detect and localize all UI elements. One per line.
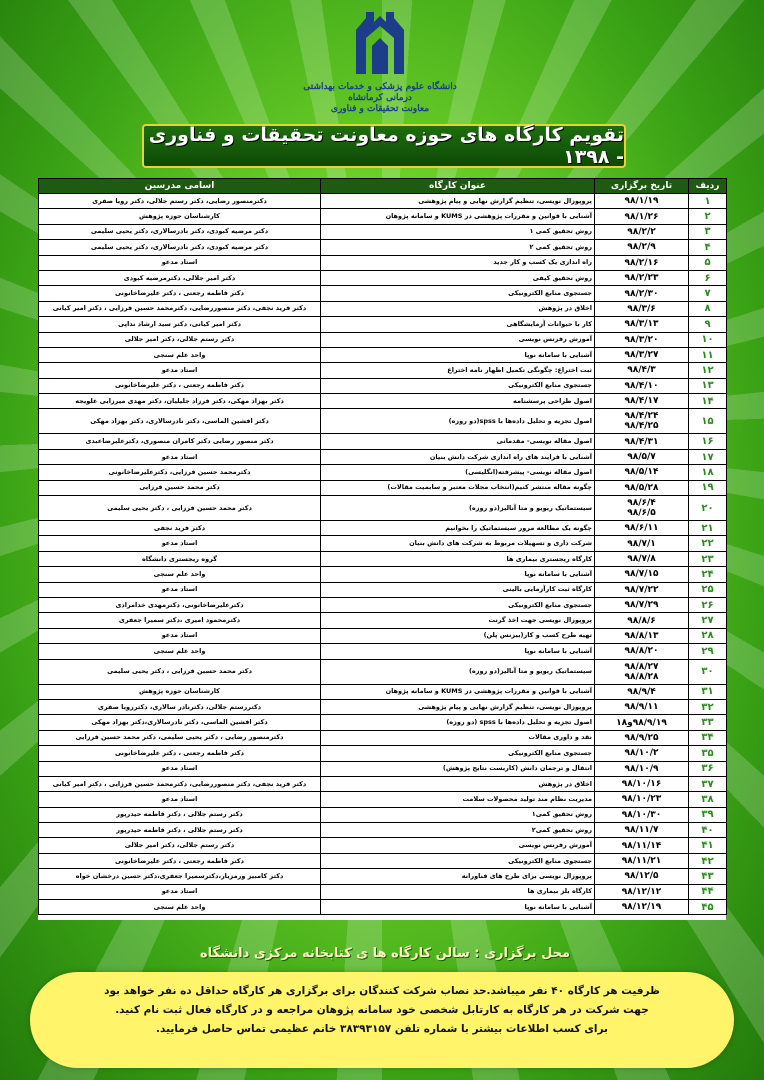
row-date-value: ۹۸/۶/۵ <box>627 508 656 519</box>
row-title: آشنایی با سامانه نوپا <box>321 644 595 659</box>
row-number: ۲ <box>689 209 727 224</box>
row-date <box>595 409 689 434</box>
row-date <box>595 255 689 270</box>
table-row <box>39 394 727 409</box>
university-name: دانشگاه علوم پزشکی و خدمات بهداشتی درمانی کرمانشاه معاونت تحقیقات و فناوری <box>303 82 457 114</box>
row-date-value: ۹۸/۸/۲۸ <box>624 671 659 682</box>
row-title: پروپوزال نویسی، تنظیم گزارش نهایی و پیام پژوهشی <box>321 699 595 714</box>
row-teachers: دکتررستم جلالی، دکترنادر سالاری، دکتررویا صفری <box>39 699 321 714</box>
row-number: ۳۰ <box>689 659 727 684</box>
row-date <box>595 521 689 536</box>
row-number: ۱۱ <box>689 347 727 362</box>
row-date <box>595 286 689 301</box>
row-teachers: استاد مدعو <box>39 536 321 551</box>
header-date: تاریخ برگزاری <box>595 179 689 194</box>
row-title: تهیه طرح کسب و کار(بیزنس پلن) <box>321 628 595 643</box>
row-number: ۲۰ <box>689 496 727 521</box>
row-number: ۳۲ <box>689 699 727 714</box>
row-title: آشنایی با سامانه نوپا <box>321 347 595 362</box>
row-number: ۱۰ <box>689 332 727 347</box>
row-teachers: دکتر افشین الماسی، دکتر نادرسالاری،دکتر بهزاد مهکی <box>39 715 321 730</box>
row-date <box>595 465 689 480</box>
row-date <box>595 480 689 495</box>
row-date <box>595 684 689 699</box>
row-date-value: ۹۸/۱۲/۵ <box>624 871 659 882</box>
row-date-value: ۹۸/۵/۱۴ <box>624 467 659 478</box>
row-date-value: ۹۸/۴/۲۴ <box>624 411 659 422</box>
table-row <box>39 746 727 761</box>
table-row <box>39 480 727 495</box>
row-date <box>595 209 689 224</box>
row-date <box>595 823 689 838</box>
row-number: ۳۷ <box>689 776 727 791</box>
row-number: ۱۴ <box>689 394 727 409</box>
row-date-value: ۹۸/۷/۱ <box>627 538 656 549</box>
row-number: ۳۳ <box>689 715 727 730</box>
row-date <box>595 496 689 521</box>
row-teachers: دکتر فرید نجفی <box>39 521 321 536</box>
table-row <box>39 884 727 899</box>
row-date <box>595 582 689 597</box>
row-date-value: ۹۸/۱/۱۹ <box>624 196 659 207</box>
table-row <box>39 644 727 659</box>
row-date <box>595 746 689 761</box>
row-number: ۲۲ <box>689 536 727 551</box>
row-number: ۲۸ <box>689 628 727 643</box>
row-teachers: استاد مدعو <box>39 449 321 464</box>
row-date-value: ۹۸/۹/۱۹و۱۸ <box>616 717 667 728</box>
row-title: آشنایی با فرایند های راه اندازی شرکت دانش بنیان <box>321 449 595 464</box>
row-title: کارگاه بلز بیماری ها <box>321 884 595 899</box>
row-date <box>595 730 689 745</box>
row-date <box>595 628 689 643</box>
table-row <box>39 209 727 224</box>
row-date <box>595 240 689 255</box>
row-date <box>595 807 689 822</box>
row-date-value: ۹۸/۵/۲۸ <box>624 482 659 493</box>
row-number: ۲۹ <box>689 644 727 659</box>
page-title-banner <box>142 124 626 168</box>
row-date-value: ۹۸/۱۲/۱۲ <box>621 886 662 897</box>
row-date-value: ۹۸/۹/۴ <box>627 686 656 697</box>
table-row <box>39 551 727 566</box>
row-date-value: ۹۸/۲/۳۰ <box>624 288 659 299</box>
row-teachers: دکتر فاطمه رجعتی ، دکتر علیرضاخانونی <box>39 853 321 868</box>
row-teachers: دکتر فاطمه رجعتی ، دکتر علیرضاخانونی <box>39 378 321 393</box>
row-teachers: دکتر مرضیه کبودی، دکتر نادرسالاری، دکتر یحیی سلیمی <box>39 240 321 255</box>
row-teachers: دکتر محمد حسین فرزایی <box>39 480 321 495</box>
row-date <box>595 363 689 378</box>
row-date <box>595 699 689 714</box>
row-teachers: استاد مدعو <box>39 792 321 807</box>
row-teachers: دکتر فرید نجفی، دکتر منصوررضایی، دکترمحمد حسین فرزایی ، دکتر امیر کیانی <box>39 776 321 791</box>
row-number: ۲۶ <box>689 597 727 612</box>
row-date-value: ۹۸/۷/۸ <box>627 554 656 564</box>
row-title: آشنایی با سامانه نوپا <box>321 900 595 915</box>
row-teachers: دکتر منصور رضایی دکتر کامران منصوری، دکترعلیرضاعبدی <box>39 434 321 449</box>
row-number: ۴۳ <box>689 869 727 884</box>
row-number: ۱۲ <box>689 363 727 378</box>
table-row <box>39 449 727 464</box>
row-teachers: استاد مدعو <box>39 363 321 378</box>
row-title: اصول مقاله نویسی- پیشرفته(انگلیسی) <box>321 465 595 480</box>
row-title: سیستماتیک ریویو و متا آنالیز(دو روزه) <box>321 659 595 684</box>
row-number: ۳۵ <box>689 746 727 761</box>
row-date <box>595 332 689 347</box>
notice-box <box>30 972 734 1068</box>
row-date <box>595 394 689 409</box>
row-teachers: دکترعلیرضاخانونی، دکترمهدی خدامرادی <box>39 597 321 612</box>
row-number: ۹ <box>689 317 727 332</box>
row-teachers: دکتر رستم جلالی، دکتر امیر جلالی <box>39 838 321 853</box>
row-number: ۴۴ <box>689 884 727 899</box>
row-date <box>595 347 689 362</box>
header-teachers: اسامی مدرسین <box>39 179 321 194</box>
row-title: جستجوی منابع الکترونیکی <box>321 286 595 301</box>
row-date-value: ۹۸/۹/۱۱ <box>624 702 659 713</box>
row-teachers: واحد علم سنجی <box>39 567 321 582</box>
row-number: ۶ <box>689 270 727 285</box>
table-row <box>39 715 727 730</box>
table-row <box>39 684 727 699</box>
row-number: ۱ <box>689 194 727 209</box>
row-number: ۵ <box>689 255 727 270</box>
row-title: آموزش رفرنس نویسی <box>321 332 595 347</box>
row-teachers: کارشناسان حوزه پژوهش <box>39 209 321 224</box>
row-teachers: دکترمحمود امیری ،دکتر سمیرا جعفری <box>39 613 321 628</box>
row-teachers: کارشناسان حوزه پژوهش <box>39 684 321 699</box>
row-number: ۳۸ <box>689 792 727 807</box>
row-number: ۸ <box>689 301 727 316</box>
table-row <box>39 409 727 434</box>
row-title: جستجوی منابع الکترونیکی <box>321 597 595 612</box>
table-row <box>39 567 727 582</box>
venue-text: محل برگزاری : سالن کارگاه ها ی کتابخانه مرکزی دانشگاه <box>199 946 571 961</box>
row-number: ۴ <box>689 240 727 255</box>
row-teachers: دکتر فاطمه رجعتی ، دکتر علیرضاخانونی <box>39 746 321 761</box>
row-date <box>595 597 689 612</box>
row-date-value: ۹۸/۴/۱۷ <box>624 396 659 407</box>
row-teachers: دکتر فرید نجفی، دکتر منصوررضایی، دکترمحمد حسین فرزایی ، دکتر امیر کیانی <box>39 301 321 316</box>
row-date <box>595 776 689 791</box>
row-date-value: ۹۸/۲/۹ <box>627 242 656 253</box>
row-number: ۲۳ <box>689 551 727 566</box>
row-number: ۲۷ <box>689 613 727 628</box>
row-date-value: ۹۸/۳/۶ <box>627 303 656 314</box>
row-date-value: ۹۸/۲/۲۳ <box>624 273 659 284</box>
row-number: ۲۴ <box>689 567 727 582</box>
row-title: اصول تجزیه و تحلیل داده‌ها با spss(دو روزه) <box>321 409 595 434</box>
row-teachers: واحد علم سنجی <box>39 900 321 915</box>
row-title: پروپوزال نویسی جهت اخذ گرنت <box>321 613 595 628</box>
row-title: مدیریت نظام مند تولید محصولات سلامت <box>321 792 595 807</box>
row-title: روش تحقیق کیفی <box>321 270 595 285</box>
row-date-value: ۹۸/۸/۱۳ <box>624 630 659 641</box>
row-teachers: استاد مدعو <box>39 255 321 270</box>
row-teachers: دکتر رستم جلالی ، دکتر فاطمه حیدرپور <box>39 823 321 838</box>
table-row <box>39 317 727 332</box>
row-title: آشنایی با سامانه نوپا <box>321 567 595 582</box>
row-title: راه اندازی یک کسب و کار جدید <box>321 255 595 270</box>
table-row <box>39 659 727 684</box>
row-date <box>595 715 689 730</box>
row-date <box>595 853 689 868</box>
row-title: اصول مقاله نویسی- مقدماتی <box>321 434 595 449</box>
row-title: جستجوی منابع الکترونیکی <box>321 378 595 393</box>
header-title: عنوان کارگاه <box>321 179 595 194</box>
row-date <box>595 301 689 316</box>
table-row <box>39 224 727 239</box>
row-teachers: دکترمحمد حسین فرزایی، دکترعلیرضاخانونی <box>39 465 321 480</box>
table-row <box>39 240 727 255</box>
row-date-value: ۹۸/۲/۲ <box>627 226 656 237</box>
row-title: اصول تجزیه و تحلیل داده‌ها با spss (دو روزه) <box>321 715 595 730</box>
table-row <box>39 792 727 807</box>
row-date <box>595 659 689 684</box>
row-teachers: استاد مدعو <box>39 628 321 643</box>
table-body <box>39 194 727 915</box>
notice-line-3: برای کسب اطلاعات بیشتر با شماره تلفن ۳۸۳۹۳۱۵۷ خانم عظیمی تماس حاصل فرمایید. <box>156 1023 608 1035</box>
table-row <box>39 823 727 838</box>
table-row <box>39 582 727 597</box>
table-row <box>39 434 727 449</box>
row-teachers: دکتر امیر جلالی، دکترمرضیه کبودی <box>39 270 321 285</box>
row-date-value: ۹۸/۵/۷ <box>627 452 656 463</box>
row-date-value: ۹۸/۴/۳۱ <box>624 436 659 447</box>
row-date-value: ۹۸/۱۱/۷ <box>624 825 659 836</box>
row-date <box>595 761 689 776</box>
row-date <box>595 536 689 551</box>
row-date-value: ۹۸/۳/۱۳ <box>624 319 659 330</box>
row-title: چگونه یک مطالعه مرور سیستماتیک را بخوانیم <box>321 521 595 536</box>
logo-emblem-icon <box>352 8 408 78</box>
row-date <box>595 869 689 884</box>
row-title: روش تحقیق کمی۲ <box>321 823 595 838</box>
row-title: اخلاق در پژوهش <box>321 776 595 791</box>
row-title: آشنایی با قوانین و مقررات پژوهشی در KUMS و سامانه پژوهان <box>321 209 595 224</box>
row-teachers: استاد مدعو <box>39 761 321 776</box>
row-title: آموزش رفرنس نویسی <box>321 838 595 853</box>
row-date <box>595 194 689 209</box>
row-date-value: ۹۸/۱۱/۲۱ <box>621 856 662 867</box>
table-row <box>39 853 727 868</box>
row-date <box>595 884 689 899</box>
table-row <box>39 761 727 776</box>
row-teachers: دکتر کامبیز ورمزیار،دکترسمیرا جعفری،دکتر حسین درخشان خواه <box>39 869 321 884</box>
row-number: ۱۹ <box>689 480 727 495</box>
workshop-table <box>38 178 727 915</box>
table-row <box>39 270 727 285</box>
row-date <box>595 792 689 807</box>
row-teachers: دکتر محمد حسین فرزایی ، دکتر یحیی سلیمی <box>39 496 321 521</box>
row-number: ۷ <box>689 286 727 301</box>
table-row <box>39 699 727 714</box>
row-title: کار با حیوانات آزمایشگاهی <box>321 317 595 332</box>
table-row <box>39 194 727 209</box>
table-row <box>39 536 727 551</box>
row-teachers: استاد مدعو <box>39 884 321 899</box>
table-row <box>39 628 727 643</box>
row-date-value: ۹۸/۸/۶ <box>627 615 656 626</box>
row-number: ۴۵ <box>689 900 727 915</box>
row-date <box>595 224 689 239</box>
row-date-value: ۹۸/۴/۳ <box>627 365 656 376</box>
row-title: جستجوی منابع الکترونیکی <box>321 746 595 761</box>
row-number: ۴۱ <box>689 838 727 853</box>
table-row <box>39 838 727 853</box>
table-row <box>39 255 727 270</box>
table-row <box>39 807 727 822</box>
table-row <box>39 597 727 612</box>
row-date-value: ۹۸/۴/۲۵ <box>624 421 659 432</box>
row-date-value: ۹۸/۱/۲۶ <box>624 211 659 222</box>
row-teachers: دکتر مرضیه کبودی، دکتر نادرسالاری، دکتر یحیی سلیمی <box>39 224 321 239</box>
table-row <box>39 363 727 378</box>
row-number: ۳۶ <box>689 761 727 776</box>
row-title: چگونه مقاله منتشر کنیم(انتخاب مجلات معتبر و سابمیت مقالات) <box>321 480 595 495</box>
table-row <box>39 332 727 347</box>
row-number: ۱۸ <box>689 465 727 480</box>
row-date-value: ۹۸/۸/۲۰ <box>624 646 659 657</box>
row-date-value: ۹۸/۳/۲۷ <box>624 350 659 361</box>
row-date-value: ۹۸/۷/۲۹ <box>624 600 659 611</box>
row-teachers: دکتر رستم جلالی، دکتر امیر جلالی <box>39 332 321 347</box>
row-date-value: ۹۸/۱۰/۹ <box>624 763 659 774</box>
table-row <box>39 776 727 791</box>
row-number: ۳۹ <box>689 807 727 822</box>
university-logo <box>300 8 460 118</box>
row-date-value: ۹۸/۱۰/۱۶ <box>621 779 662 790</box>
row-number: ۳۴ <box>689 730 727 745</box>
row-teachers: دکتر محمد حسین فرزایی ، دکتر یحیی سلیمی <box>39 659 321 684</box>
row-title: جستجوی منابع الکترونیکی <box>321 853 595 868</box>
row-title: روش تحقیق کمی۱ <box>321 807 595 822</box>
row-teachers: گروه ریجستری دانشگاه <box>39 551 321 566</box>
row-title: کارگاه ثبت کارآزمایی بالینی <box>321 582 595 597</box>
row-date <box>595 900 689 915</box>
header-row-number: ردیف <box>689 179 727 194</box>
row-number: ۳ <box>689 224 727 239</box>
table-row <box>39 301 727 316</box>
row-title: روش تحقیق کمی ۱ <box>321 224 595 239</box>
table-row <box>39 378 727 393</box>
row-title: پروپوزال نویسی برای طرح های فناورانه <box>321 869 595 884</box>
row-title: کارگاه ریجستری بیماری ها <box>321 551 595 566</box>
table-row <box>39 613 727 628</box>
row-teachers: دکتر امیر کیانی، دکتر سید ارشاد نداپی <box>39 317 321 332</box>
row-number: ۱۵ <box>689 409 727 434</box>
notice-line-1: ظرفیت هر کارگاه ۴۰ نفر میباشد.حد نصاب شرکت کنندگان برای برگزاری هر کارگاه حداقل ده نفر خواهد بود <box>104 985 660 997</box>
row-title: پروپوزال نویسی، تنظیم گزارش نهایی و پیام پژوهشی <box>321 194 595 209</box>
row-date-value: ۹۸/۱۰/۲۳ <box>621 794 662 805</box>
row-date-value: ۹۸/۱۲/۱۹ <box>621 902 662 913</box>
row-teachers: دکترمنصور رضایی ، دکتر یحیی سلیمی، دکتر محمد حسین فرزایی <box>39 730 321 745</box>
row-title: اخلاق در پژوهش <box>321 301 595 316</box>
page-title: تقویم کارگاه های حوزه معاونت تحقیقات و فناوری - ۱۳۹۸ <box>148 124 624 168</box>
row-teachers: دکتر افشین الماسی، دکتر نادرسالاری، دکتر بهزاد مهکی <box>39 409 321 434</box>
row-teachers: دکتر بهزاد مهکی، دکتر فرزاد جلیلیان، دکتر مهدی میرزایی علویجه <box>39 394 321 409</box>
row-date <box>595 317 689 332</box>
row-title: سیستماتیک ریویو و متا آنالیز(دو روزه) <box>321 496 595 521</box>
table-row <box>39 869 727 884</box>
row-number: ۱۶ <box>689 434 727 449</box>
row-title: روش تحقیق کمی ۲ <box>321 240 595 255</box>
row-teachers: دکترمنصور رضایی، دکتر رستم جلالی، دکتر رویا صفری <box>39 194 321 209</box>
row-date-value: ۹۸/۱۰/۲ <box>624 748 659 759</box>
row-date-value: ۹۸/۶/۱۱ <box>624 523 659 534</box>
row-number: ۲۵ <box>689 582 727 597</box>
row-number: ۱۷ <box>689 449 727 464</box>
row-title: شرکت داری و تسهیلات مربوط به شرکت های دانش بنیان <box>321 536 595 551</box>
row-date-value: ۹۸/۷/۲۲ <box>624 584 659 595</box>
table-row <box>39 521 727 536</box>
table-row <box>39 730 727 745</box>
row-title: ثبت اختراع: چگونگی تکمیل اظهار نامه اختراع <box>321 363 595 378</box>
row-teachers: استاد مدعو <box>39 582 321 597</box>
row-date-value: ۹۸/۸/۲۷ <box>624 661 659 672</box>
row-teachers: دکتر فاطمه رجعتی ، دکتر علیرضاخانونی <box>39 286 321 301</box>
row-date <box>595 567 689 582</box>
row-date <box>595 270 689 285</box>
row-date <box>595 449 689 464</box>
row-teachers: واحد علم سنجی <box>39 347 321 362</box>
row-date <box>595 434 689 449</box>
table-row <box>39 347 727 362</box>
notice-line-2: جهت شرکت در هر کارگاه به کارتابل شخصی خود سامانه پژوهان مراجعه و در کارگاه فعال ثبت نام کنید. <box>115 1004 649 1016</box>
row-teachers: واحد علم سنجی <box>39 644 321 659</box>
row-date-value: ۹۸/۱۱/۱۴ <box>621 840 662 851</box>
row-number: ۴۲ <box>689 853 727 868</box>
table-row <box>39 900 727 915</box>
table-row <box>39 496 727 521</box>
row-date-value: ۹۸/۳/۲۰ <box>624 334 659 345</box>
row-number: ۲۱ <box>689 521 727 536</box>
row-title: نقد و داوری مقالات <box>321 730 595 745</box>
row-date-value: ۹۸/۲/۱۶ <box>624 257 659 268</box>
row-title: آشنایی با قوانین و مقررات پژوهشی در KUMS و سامانه پژوهان <box>321 684 595 699</box>
row-date <box>595 551 689 566</box>
table-row <box>39 465 727 480</box>
row-date-value: ۹۸/۹/۲۵ <box>624 732 659 743</box>
table-row <box>39 286 727 301</box>
row-date-value: ۹۸/۱۰/۳۰ <box>621 809 662 820</box>
row-date <box>595 378 689 393</box>
row-title: اصول طراحی پرسشنامه <box>321 394 595 409</box>
table-header-row <box>39 179 727 194</box>
row-number: ۱۳ <box>689 378 727 393</box>
row-title: انتقال و ترجمان دانش (کاربست نتایج پژوهش) <box>321 761 595 776</box>
row-date <box>595 838 689 853</box>
row-teachers: دکتر رستم جلالی ، دکتر فاطمه حیدرپور <box>39 807 321 822</box>
row-date-value: ۹۸/۶/۴ <box>627 498 656 509</box>
row-date-value: ۹۸/۴/۱۰ <box>624 380 659 391</box>
row-number: ۴۰ <box>689 823 727 838</box>
row-date <box>595 644 689 659</box>
row-date-value: ۹۸/۷/۱۵ <box>624 569 659 580</box>
row-date <box>595 613 689 628</box>
workshop-table-container <box>38 178 726 920</box>
row-number: ۳۱ <box>689 684 727 699</box>
